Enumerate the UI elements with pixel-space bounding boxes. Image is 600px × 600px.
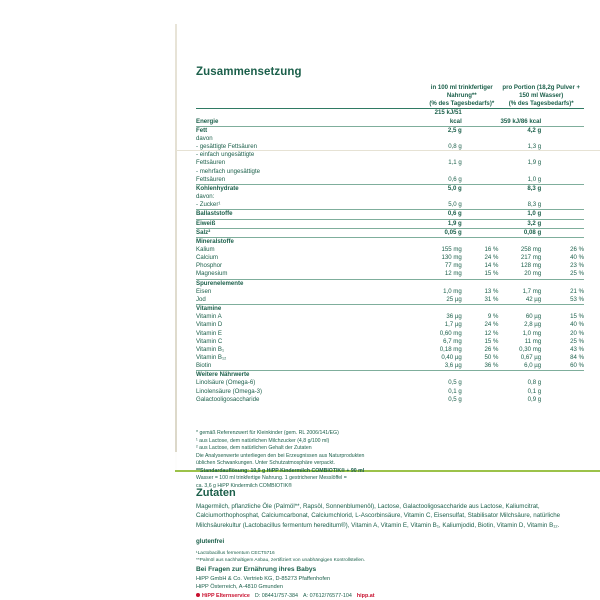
row-value-100ml: 0,40 µg: [441, 354, 462, 361]
contact-line-2: HiPP Österreich, A-4810 Gmunden: [196, 583, 283, 590]
row-pct-100ml: [462, 396, 499, 404]
row-pct-portion: [541, 126, 584, 135]
table-row: [196, 143, 584, 151]
service-de: D: 08441/757-384: [254, 592, 299, 599]
row-pct-portion: [541, 159, 584, 167]
row-pct-100ml: 24 %: [484, 254, 499, 262]
row-pct-portion: [541, 193, 584, 201]
row-pct-100ml: [462, 219, 499, 228]
table-row: [196, 313, 584, 321]
row-label: Ballaststoffe: [196, 210, 425, 219]
row-value-100ml: 77 mg: [444, 262, 462, 270]
header-blank: [196, 84, 425, 100]
row-label: Vitamin C: [196, 337, 223, 345]
row-value-100ml: 2,5 g: [425, 126, 462, 135]
row-value-100ml: 0,1 g: [448, 387, 462, 395]
footnotes-block: [196, 430, 588, 490]
footnote-2: ¹ aus Lactose, dem natürlichen Milchzucker (4,8 g/100 ml): [196, 437, 330, 444]
row-pct-portion: [541, 237, 584, 246]
table-row: [196, 305, 584, 314]
row-value-100ml: 155 mg: [441, 245, 462, 253]
table-row: [196, 184, 584, 193]
row-label: Vitamin B₁₂: [196, 354, 227, 361]
row-value-portion: [498, 371, 541, 380]
table-row: [196, 354, 584, 362]
row-value-portion: 1,9 g: [527, 159, 542, 167]
row-value-portion: [498, 279, 541, 288]
row-value-portion: 6,0 µg: [524, 362, 542, 370]
row-pct-100ml: [462, 210, 499, 219]
table-row: [196, 330, 584, 338]
subheader-blank: [196, 100, 425, 109]
row-label: Energie: [196, 109, 425, 126]
row-pct-100ml: [462, 379, 499, 387]
row-pct-portion: [541, 371, 584, 380]
row-pct-portion: [541, 135, 584, 143]
row-pct-100ml: 36 %: [484, 362, 499, 370]
row-value-portion: 0,30 mg: [519, 345, 542, 353]
row-label: Kalium: [196, 245, 215, 253]
row-pct-portion: [541, 184, 584, 193]
row-pct-portion: [541, 201, 584, 210]
row-label: Fett: [196, 126, 425, 135]
row-label: Salz²: [196, 228, 425, 237]
row-pct-100ml: [462, 176, 499, 185]
row-pct-100ml: [462, 228, 499, 237]
table-row: [196, 379, 584, 387]
row-value-portion: 1,7 mg: [522, 287, 542, 295]
row-value-100ml: [425, 168, 462, 176]
table-row: [196, 388, 584, 396]
nutrition-table: [196, 84, 584, 404]
row-label: Fettsäuren: [196, 159, 226, 167]
bullet-icon: [196, 593, 200, 597]
row-value-100ml: 1,9 g: [425, 219, 462, 228]
row-label: Galactooligosaccharide: [196, 395, 260, 403]
row-value-portion: 0,9 g: [527, 395, 542, 403]
table-row: [196, 321, 584, 329]
table-row: [196, 219, 584, 228]
header-pct2: (% des Tagesbedarfs)*: [508, 100, 574, 108]
table-row: [196, 228, 584, 237]
row-value-portion: 0,1 g: [527, 387, 542, 395]
footnote-1: * gemäß Referenzwert für Kleinkinder (gem. RL 2006/141/EG): [196, 430, 339, 436]
ingredients-text: Magermilch, pflanzliche Öle (Palmöl**, Rapsöl, Sonnenblumenöl), Lactose, Galactooligosaccharide aus Lactose, Kaliumcitrat, Calciumorthophosphat, Calciumcarbonat, Calciumchlorid, L-Ascorbinsäure, Vitamin C, Eisensulfat, Stabilisator Milchsäure, natürliche Milchsäurekultur (Lactobacillus fermentum hereditum®), Vitamin A, Vitamin E, Vitamin B₁, Kaliumjodid, Biotin, Vitamin D, Vitamin B₁₂.: [196, 503, 561, 529]
row-label: Vitamin D: [196, 321, 223, 329]
row-label: Vitamin E: [196, 329, 222, 337]
table-row: [196, 193, 584, 201]
row-pct-100ml: [462, 159, 499, 167]
row-label: Kohlenhydrate: [196, 184, 425, 193]
row-value-portion: 8,3 g: [498, 184, 541, 193]
header-pct1: (% des Tagesbedarfs)*: [429, 100, 495, 108]
row-label: davon: [196, 134, 213, 142]
footnote-3: ² aus Lactose, dem natürlichen Gehalt der Zutaten: [196, 445, 312, 452]
row-pct-portion: 20 %: [570, 329, 584, 337]
contact-block: [196, 566, 588, 599]
row-value-100ml: [425, 135, 462, 143]
row-value-portion: [498, 193, 541, 201]
row-value-100ml: 0,05 g: [425, 228, 462, 237]
row-value-100ml: 5,0 g: [425, 184, 462, 193]
header-col1: in 100 ml trinkfertiger Nahrung**: [430, 84, 493, 100]
table-row: [196, 254, 584, 262]
row-value-100ml: [425, 279, 462, 288]
row-pct-100ml: 24 %: [484, 321, 499, 329]
row-value-portion: 8,3 g: [527, 201, 542, 209]
row-label: Vitamin A: [196, 313, 222, 321]
row-pct-portion: [541, 168, 584, 176]
ingredients-tiny-note-2: **Palmöl aus nachhaltigem Anbau, zertifiziert von unabhängigen Kontrollstellen.: [196, 558, 366, 563]
table-row: [196, 168, 584, 176]
row-value-100ml: 12 mg: [444, 270, 462, 278]
background-left: [0, 0, 176, 600]
row-value-portion: 217 mg: [520, 254, 542, 262]
row-pct-portion: 40 %: [570, 254, 584, 262]
row-value-100ml: 5,0 g: [448, 201, 462, 209]
row-value-portion: 2,8 µg: [524, 321, 542, 329]
row-pct-portion: [541, 305, 584, 314]
row-pct-portion: 25 %: [570, 337, 584, 345]
row-value-portion: 42 µg: [525, 295, 542, 303]
table-row: [196, 279, 584, 288]
row-pct-100ml: [462, 135, 499, 143]
table-row: [196, 396, 584, 404]
row-value-portion: [498, 151, 541, 159]
table-row: [196, 346, 584, 354]
row-pct-portion: 21 %: [570, 287, 584, 295]
row-pct-100ml: [462, 151, 499, 159]
ingredients-heading: Zutaten: [196, 487, 236, 499]
row-label: Vitamine: [196, 305, 425, 314]
row-pct-portion: 53 %: [570, 295, 584, 303]
row-value-100ml: 0,18 mg: [439, 345, 462, 353]
row-pct-100ml: 13 %: [484, 287, 499, 295]
row-value-100ml: 0,8 g: [448, 143, 462, 151]
row-label: Magnesium: [196, 270, 228, 278]
row-label: - gesättigte Fettsäuren: [196, 143, 257, 151]
row-value-100ml: 1,7 µg: [444, 321, 462, 329]
row-pct-100ml: [462, 143, 499, 151]
row-label: Jod: [196, 295, 206, 303]
footnote-7: Wasser = 100 ml trinkfertige Nahrung. 1 gestrichener Messlöffel =: [196, 475, 347, 482]
row-label: Spurenelemente: [196, 279, 425, 288]
row-pct-portion: [541, 228, 584, 237]
row-pct-100ml: 50 %: [484, 354, 499, 361]
contact-line-1: HiPP GmbH & Co. Vertrieb KG, D-85273 Pfaffenhofen: [196, 575, 331, 582]
row-pct-portion: [541, 210, 584, 219]
row-pct-100ml: [462, 193, 499, 201]
row-pct-portion: [541, 151, 584, 159]
row-value-100ml: 0,6 g: [448, 175, 462, 183]
row-value-100ml: [425, 151, 462, 159]
row-value-portion: 20 mg: [524, 270, 542, 278]
row-value-portion: 359 kJ/86 kcal: [498, 109, 541, 126]
row-pct-100ml: [462, 237, 499, 246]
row-pct-100ml: 12 %: [484, 329, 499, 337]
table-row: [196, 126, 584, 135]
row-pct-portion: [541, 109, 584, 126]
table-row: [196, 109, 584, 126]
row-label: Vitamin B₁: [196, 345, 225, 353]
table-subheader-row: [196, 100, 584, 109]
row-pct-portion: [541, 279, 584, 288]
row-value-portion: [498, 135, 541, 143]
row-value-100ml: 215 kJ/51 kcal: [425, 109, 462, 126]
row-pct-portion: 23 %: [570, 262, 584, 270]
row-label: Biotin: [196, 362, 212, 370]
row-label: Mineralstoffe: [196, 237, 425, 246]
row-value-portion: 1,0 mg: [522, 329, 542, 337]
row-value-portion: 0,67 µg: [520, 354, 542, 361]
row-pct-100ml: [462, 388, 499, 396]
header-col2: pro Portion (18,2g Pulver + 150 ml Wasser): [502, 84, 581, 100]
row-pct-portion: 60 %: [570, 362, 584, 370]
row-pct-portion: [541, 379, 584, 387]
row-value-100ml: 0,6 g: [425, 210, 462, 219]
table-row: [196, 135, 584, 143]
footnote-6: **Standardauflösung: 10,9 g HiPP Kindermilch COMBIOTIK® + 90 ml: [196, 467, 365, 474]
row-value-100ml: [425, 193, 462, 201]
row-pct-100ml: 14 %: [484, 262, 499, 270]
row-pct-100ml: 16 %: [484, 245, 499, 253]
row-pct-100ml: [462, 168, 499, 176]
ingredients-tiny-note: ¹Lactobacillus fermentum CECT5716: [196, 551, 275, 556]
row-pct-100ml: [462, 184, 499, 193]
row-value-portion: [498, 168, 541, 176]
row-pct-portion: [541, 176, 584, 185]
table-row: [196, 262, 584, 270]
row-pct-100ml: [462, 126, 499, 135]
row-pct-portion: [541, 219, 584, 228]
row-pct-100ml: 9 %: [487, 313, 499, 321]
row-value-portion: 11 mg: [524, 337, 542, 345]
contact-service-line: [196, 593, 588, 599]
row-pct-portion: 43 %: [570, 345, 584, 353]
row-pct-portion: 15 %: [570, 313, 584, 321]
row-value-100ml: 25 µg: [446, 295, 462, 303]
row-pct-portion: [541, 388, 584, 396]
row-value-portion: 1,3 g: [527, 143, 542, 151]
row-label: Linolsäure (Omega-6): [196, 379, 256, 387]
table-row: [196, 237, 584, 246]
row-value-portion: 1,0 g: [498, 210, 541, 219]
row-pct-100ml: 15 %: [484, 337, 499, 345]
row-label: Phosphor: [196, 262, 223, 270]
row-pct-100ml: [462, 109, 499, 126]
row-pct-100ml: 31 %: [484, 295, 499, 303]
row-value-portion: 128 mg: [520, 262, 542, 270]
row-value-portion: 0,08 g: [498, 228, 541, 237]
row-label: - mehrfach ungesättigte: [196, 167, 261, 175]
row-value-portion: [498, 237, 541, 246]
table-row: [196, 296, 584, 305]
row-value-100ml: 1,0 mg: [443, 287, 462, 295]
row-pct-100ml: 26 %: [484, 345, 499, 353]
row-label: - Zucker¹: [196, 201, 221, 209]
nutrition-table-section: [196, 66, 584, 404]
nutrition-table-body: [196, 109, 584, 404]
row-pct-100ml: [462, 371, 499, 380]
row-pct-portion: [541, 396, 584, 404]
row-label: davon:: [196, 193, 215, 201]
footnote-8: ca. 3,6 g HiPP Kindermilch COMBIOTIK®: [196, 482, 292, 489]
row-value-100ml: 6,7 mg: [443, 337, 462, 345]
table-row: [196, 338, 584, 346]
table-row: [196, 176, 584, 185]
service-at: A: 07612/76577-104: [303, 592, 352, 599]
row-pct-100ml: [462, 201, 499, 210]
table-row: [196, 362, 584, 371]
row-pct-portion: [541, 143, 584, 151]
row-label: Weitere Nährwerte: [196, 371, 425, 380]
row-value-100ml: 3,6 µg: [444, 362, 462, 370]
row-label: - einfach ungesättigte: [196, 151, 255, 159]
table-row: [196, 159, 584, 167]
row-label: Eiweiß: [196, 219, 425, 228]
table-header-row: [196, 84, 584, 100]
table-row: [196, 151, 584, 159]
row-pct-portion: 26 %: [570, 245, 584, 253]
website-link[interactable]: hipp.at: [356, 592, 375, 599]
row-value-portion: 0,8 g: [527, 379, 542, 387]
table-row: [196, 246, 584, 254]
row-value-100ml: [425, 305, 462, 314]
nutrition-table-title: Zusammensetzung: [196, 66, 302, 78]
service-label: HiPP Elternservice: [202, 592, 250, 599]
row-value-100ml: 0,5 g: [448, 379, 462, 387]
row-label: Linolensäure (Omega-3): [196, 387, 263, 395]
gluten-free-label: glutenfrei: [196, 538, 225, 545]
row-value-100ml: [425, 371, 462, 380]
row-pct-portion: 40 %: [570, 321, 584, 329]
row-value-portion: 60 µg: [525, 313, 542, 321]
row-value-100ml: 36 µg: [446, 313, 462, 321]
table-row: [196, 288, 584, 296]
row-value-portion: [498, 305, 541, 314]
row-value-100ml: 130 mg: [441, 254, 462, 262]
row-value-portion: 3,2 g: [498, 219, 541, 228]
table-row: [196, 371, 584, 380]
row-value-portion: 1,0 g: [527, 175, 542, 183]
footnote-5: üblichen Schwankungen. Unter Schutzatmosphäre verpackt.: [196, 460, 335, 467]
row-value-portion: 4,2 g: [498, 126, 541, 135]
ingredients-section: [196, 487, 588, 530]
row-label: Fettsäuren: [196, 175, 226, 183]
row-pct-100ml: [462, 305, 499, 314]
row-pct-portion: 25 %: [570, 270, 584, 278]
footnote-4: Die Analysenwerte unterliegen den bei Erzeugnissen aus Naturprodukten: [196, 452, 365, 459]
row-label: Calcium: [196, 254, 219, 262]
row-pct-100ml: 15 %: [484, 270, 499, 278]
row-value-100ml: 0,5 g: [448, 395, 462, 403]
row-pct-100ml: [462, 279, 499, 288]
table-row: [196, 270, 584, 279]
row-pct-portion: 84 %: [570, 354, 584, 361]
table-row: [196, 210, 584, 219]
row-value-100ml: 1,1 g: [448, 159, 462, 167]
row-value-100ml: [425, 237, 462, 246]
table-row: [196, 201, 584, 210]
row-label: Eisen: [196, 287, 212, 295]
row-value-portion: 258 mg: [520, 245, 542, 253]
contact-heading: Bei Fragen zur Ernährung ihres Babys: [196, 566, 317, 573]
row-value-100ml: 0,60 mg: [439, 329, 462, 337]
